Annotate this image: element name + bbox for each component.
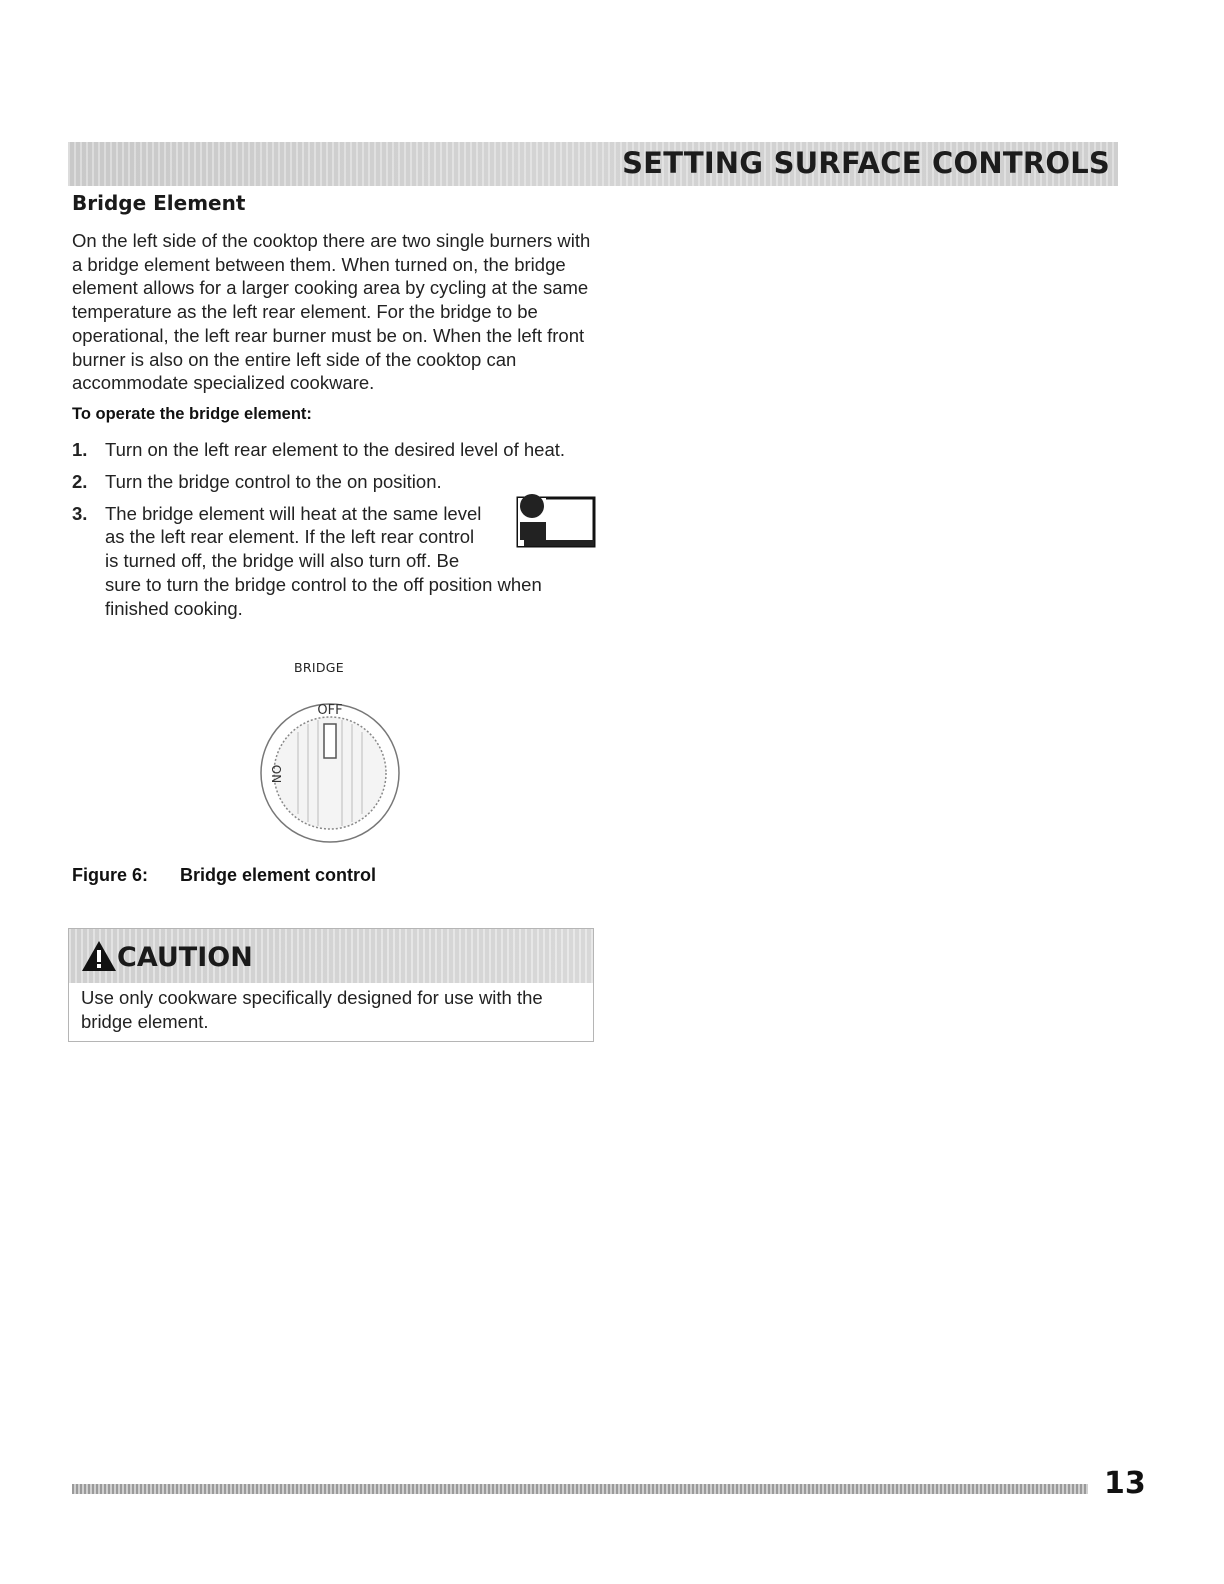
caution-box	[68, 928, 594, 1042]
footer-bar	[72, 1484, 1088, 1494]
figure-number: Figure 6:	[72, 865, 149, 885]
caution-text: Use only cookware specifically designed for use with the bridge element.	[81, 987, 543, 1032]
list-item	[72, 438, 602, 462]
step-number: 1.	[72, 439, 88, 460]
page-number: 13	[1104, 1466, 1146, 1501]
caution-header-band	[69, 929, 593, 983]
section-header-band	[68, 142, 1118, 186]
instructions-subtitle: To operate the bridge element:	[72, 405, 312, 423]
section-title: Bridge Element	[72, 191, 246, 215]
dial-off-label: OFF	[317, 703, 343, 718]
step-text: Turn on the left rear element to the desired level of heat.	[105, 439, 566, 460]
figure-label: BRIDGE	[294, 660, 344, 675]
figure-caption	[72, 865, 376, 886]
step-text: The bridge element will heat at the same level as the left rear element. If the left rear control is turned off, the bridge will also turn off. Be sure to turn the bridge control to the off position when finished cooking.	[105, 502, 542, 619]
caution-title: CAUTION	[117, 942, 253, 973]
page-section-title: SETTING SURFACE CONTROLS	[622, 146, 1110, 180]
intro-paragraph: On the left side of the cooktop there are two single burners with a bridge element between them. When turned on, the bridge element allows for a larger cooking area by cycling at the same temperature as the left rear element. For the bridge to be operational, the left rear burner must be on. When the left front burner is also on the entire left side of the cooktop can accommodate specialized cookware.	[72, 230, 591, 394]
bridge-control-dial	[250, 684, 410, 854]
step-text: Turn the bridge control to the on position.	[105, 470, 442, 492]
bridge-indicator-icon	[480, 490, 600, 550]
dial-on-label: ON	[269, 764, 283, 784]
step-number: 2.	[72, 470, 88, 492]
figure-caption-text: Bridge element control	[180, 865, 377, 885]
step-number: 3.	[72, 502, 88, 524]
warning-triangle-icon	[81, 939, 117, 973]
